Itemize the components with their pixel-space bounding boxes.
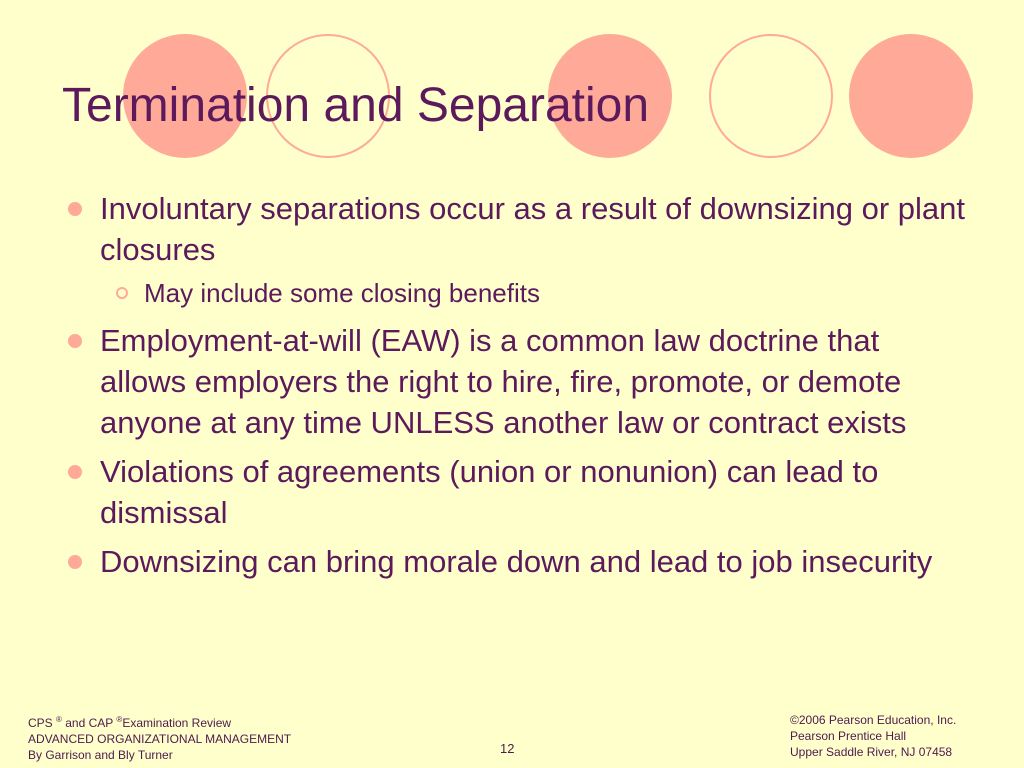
bullet-dot-icon xyxy=(68,334,82,348)
footer-right-line1: ©2006 Pearson Education, Inc. xyxy=(790,713,957,727)
footer-left-line3: By Garrison and Bly Turner xyxy=(28,748,173,762)
slide-title: Termination and Separation xyxy=(62,79,650,132)
bullet-dot-icon xyxy=(68,465,82,479)
bullet-item xyxy=(62,320,972,443)
bullet-text: Downsizing can bring morale down and lead to job insecurity xyxy=(100,544,933,579)
footer-right xyxy=(790,712,956,760)
bullet-dot-icon xyxy=(68,202,82,216)
bullet-text: Employment-at-will (EAW) is a common law doctrine that allows employers the right to hire, fire, promote, or demote anyone at any time UNLESS another law or contract exists xyxy=(100,323,907,440)
sub-bullet-text: May include some closing benefits xyxy=(144,278,540,308)
footer-left-line1: CPS ® and CAP ®Examination Review xyxy=(28,715,232,730)
bullet-text: Involuntary separations occur as a result of downsizing or plant closures xyxy=(100,191,966,267)
decorative-circle-filled xyxy=(849,34,973,158)
footer-left-line2: ADVANCED ORGANIZATIONAL MANAGEMENT xyxy=(28,732,292,746)
slide-content xyxy=(62,188,972,590)
decorative-circle-outline xyxy=(709,34,833,158)
footer-left xyxy=(28,712,291,763)
page-number: 12 xyxy=(500,741,515,756)
bullet-dot-icon xyxy=(68,555,82,569)
bullet-item xyxy=(62,541,972,582)
bullet-text: Violations of agreements (union or nonunion) can lead to dismissal xyxy=(100,454,879,530)
footer-right-line2: Pearson Prentice Hall xyxy=(790,729,907,743)
bullet-item xyxy=(62,188,972,270)
bullet-item xyxy=(62,451,972,533)
sub-bullet-item xyxy=(62,276,972,310)
sub-bullet-ring-icon xyxy=(116,287,128,299)
footer-right-line3: Upper Saddle River, NJ 07458 xyxy=(790,745,953,759)
